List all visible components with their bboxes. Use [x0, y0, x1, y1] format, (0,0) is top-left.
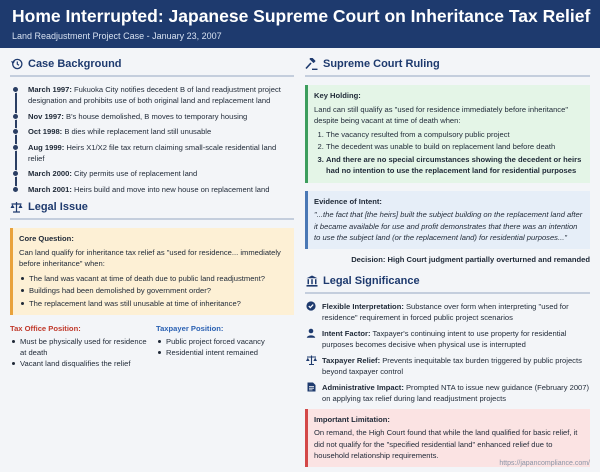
- timeline-dot: [12, 170, 19, 177]
- key-holding-title: Key Holding:: [314, 91, 361, 100]
- limitation-text: On remand, the High Court found that while the land qualified for basic relief, it did not qualify for the "specified residential land" enhanced relief due to household relationship requirements.: [314, 428, 578, 460]
- key-holding-box: [305, 85, 590, 183]
- section-heading-ruling: [305, 56, 590, 72]
- significance-item: [305, 355, 590, 377]
- tax-office-title: Tax Office Position:: [10, 324, 81, 333]
- divider: [10, 75, 294, 77]
- list-item: 1. The vacancy resulted from a compulsory public project: [326, 129, 584, 141]
- significance-item: [305, 328, 590, 350]
- left-column: [10, 56, 294, 369]
- evidence-box: [305, 191, 590, 249]
- key-holding-list: [314, 129, 584, 177]
- list-item: Must be physically used for residence at death: [10, 336, 148, 358]
- timeline-item: [28, 142, 294, 164]
- list-item: The land was vacant at time of death due to public land readjustment?: [19, 273, 288, 285]
- timeline-text: B dies while replacement land still unusable: [62, 127, 212, 136]
- timeline-date: March 2001:: [28, 184, 72, 194]
- key-holding-text: Land can still qualify as "used for residence immediately before inheritance" despite being vacant at time of death when:: [314, 104, 569, 125]
- timeline-text: B's house demolished, B moves to temporary housing: [63, 111, 248, 121]
- evidence-title: Evidence of Intent:: [314, 196, 382, 206]
- landmark-icon: [305, 274, 318, 287]
- balance-icon: [305, 355, 317, 366]
- divider: [305, 292, 590, 294]
- significance-label: Flexible Interpretation:: [322, 301, 404, 311]
- core-question-list: [19, 273, 288, 310]
- significance-list: [305, 301, 590, 404]
- divider: [305, 75, 590, 77]
- document-icon: [305, 382, 317, 393]
- core-question-title: Core Question:: [19, 234, 74, 243]
- timeline-date: March 1997:: [28, 85, 72, 94]
- timeline-date: Oct 1998:: [28, 127, 63, 136]
- timeline-dot: [12, 144, 19, 151]
- significance-label: Taxpayer Relief:: [322, 355, 381, 365]
- significance-text: Taxpayer's continuing intent to use property for residential purposes becomes decisive when physical use is interrupted: [322, 328, 567, 349]
- limitation-title: Important Limitation:: [314, 414, 390, 424]
- timeline-item: [28, 84, 294, 106]
- section-title: Legal Issue: [28, 201, 88, 213]
- list-item: 3. And there are no special circumstances showing the decedent or heirs had no intention to use the replacement land for residential purposes: [326, 154, 584, 177]
- timeline-item: [28, 168, 294, 179]
- decision-text: Decision: High Court judgment partially overturned and remanded: [351, 254, 590, 264]
- timeline: [10, 84, 294, 195]
- positions: [10, 323, 294, 369]
- section-title: Legal Significance: [323, 274, 420, 287]
- timeline-text: City permits use of replacement land: [71, 169, 198, 178]
- section-title: Supreme Court Ruling: [323, 58, 440, 70]
- timeline-dot: [12, 113, 19, 120]
- timeline-date: March 2000:: [28, 169, 72, 178]
- significance-label: Intent Factor:: [322, 328, 371, 338]
- page-subtitle: Land Readjustment Project Case - January 23, 2007: [12, 31, 222, 41]
- section-heading-legal-issue: [10, 199, 294, 215]
- taxpayer-title: Taxpayer Position:: [156, 324, 224, 333]
- page-title: Home Interrupted: Japanese Supreme Court on Inheritance Tax Relief: [12, 6, 591, 26]
- significance-item: [305, 382, 590, 404]
- section-heading-significance: [305, 273, 590, 289]
- list-item: Residential intent remained: [156, 347, 294, 358]
- timeline-item: [28, 111, 294, 122]
- timeline-text: Fukuoka City notifies decedent B of land readjustment project designation and prohibits use of both original land and replacement land: [28, 85, 281, 105]
- right-column: [305, 56, 590, 467]
- timeline-text: Heirs X1/X2 file tax return claiming small-scale residential land relief: [28, 142, 277, 163]
- significance-label: Administrative Impact:: [322, 382, 404, 392]
- core-question-text: Can land qualify for inheritance tax relief as "used for residence... immediately before inheritance" when:: [19, 247, 281, 268]
- significance-text: Prompted NTA to issue new guidance (February 2007) on applying tax relief during land readjustment projects: [322, 382, 590, 403]
- significance-text: Prevents inequitable tax burden triggered by public projects beyond taxpayer control: [322, 355, 582, 376]
- timeline-text: Heirs build and move into new house on replacement land: [71, 184, 270, 194]
- significance-text: Substance over form when interpreting "used for residence" requirement in forced public project scenarios: [322, 301, 569, 322]
- gavel-icon: [305, 58, 318, 71]
- section-heading-background: [10, 56, 294, 72]
- list-item: Public project forced vacancy: [156, 336, 294, 347]
- significance-item: [305, 301, 590, 323]
- user-icon: [305, 328, 317, 339]
- core-question-box: [10, 228, 294, 315]
- check-circle-icon: [305, 301, 317, 312]
- list-item: The replacement land was still unusable at time of inheritance?: [19, 298, 288, 310]
- timeline-dot: [12, 186, 19, 193]
- limitation-box: [305, 409, 590, 467]
- timeline-dot: [12, 128, 19, 135]
- scale-icon: [10, 201, 23, 214]
- divider: [10, 218, 294, 220]
- list-item: 2. The decedent was unable to build on replacement land before death: [326, 141, 584, 153]
- taxpayer-position: [156, 323, 294, 369]
- list-item: Buildings had been demolished by government order?: [19, 285, 288, 297]
- timeline-item: [28, 184, 294, 195]
- page-header: [0, 0, 600, 48]
- timeline-dot: [12, 86, 19, 93]
- list-item: Vacant land disqualifies the relief: [10, 358, 148, 369]
- timeline-date: Nov 1997:: [28, 111, 64, 121]
- section-title: Case Background: [28, 58, 122, 70]
- tax-office-position: [10, 323, 156, 369]
- timeline-item: [28, 126, 294, 137]
- history-icon: [10, 58, 23, 71]
- evidence-quote: "...the fact that [the heirs] built the subject building on the replacement land after it became available for use and profit demonstrates that there was an intention to use the subject land (or the replacement land) for residential purposes...": [314, 210, 583, 242]
- footer-url: https://japancompliance.com/: [499, 460, 590, 467]
- timeline-date: Aug 1999:: [28, 142, 65, 152]
